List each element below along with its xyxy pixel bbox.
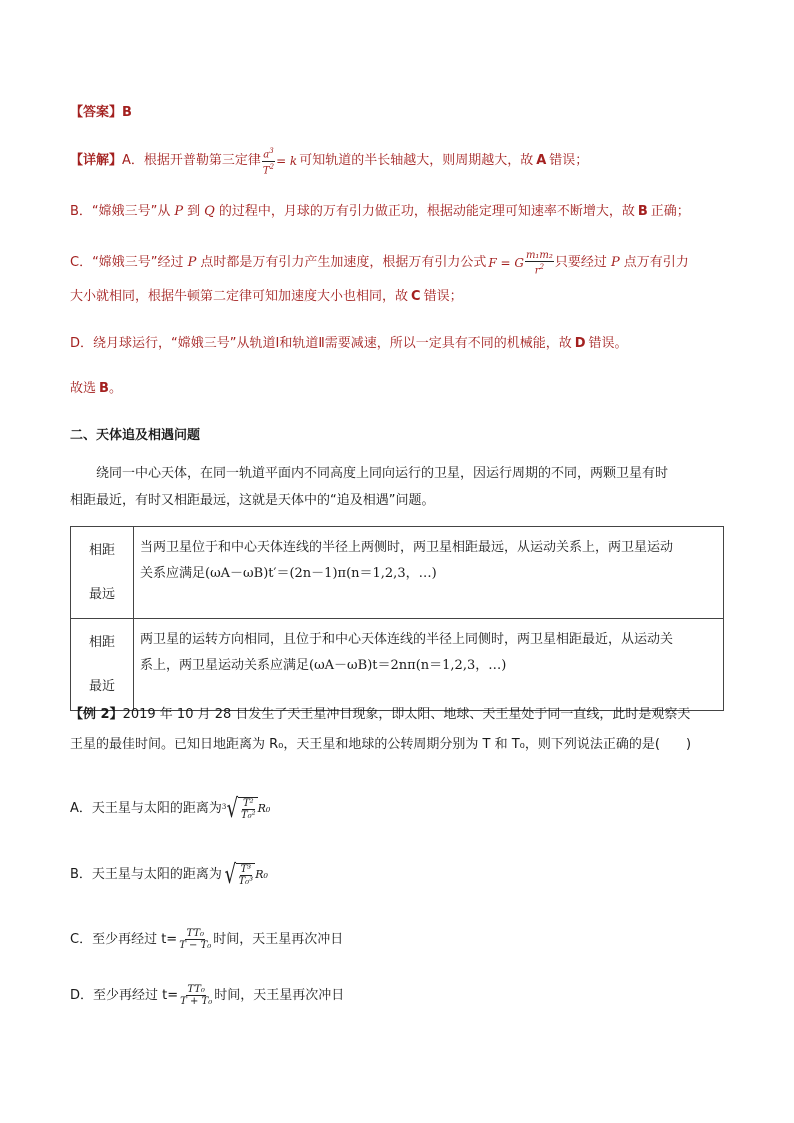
detail-c-line1 [70,248,689,278]
option-c-fraction [178,928,212,951]
option-c-num: TT₀ [186,928,205,939]
detail-c-mid2: 只要经过 [554,255,607,270]
detail-d-letter: D [574,336,586,351]
example-line2: 王星的最佳时间。已知日地距离为 R₀，天王星和地球的公转周期分别为 T 和 T₀，则下列说法正确的是( ) [70,737,692,752]
option-b-sqrt [222,862,255,888]
detail-c-end: 错误； [423,289,463,304]
option-c-tail: 时间，天王星再次冲日 [213,931,344,947]
kepler-den-sup: 2 [269,162,275,171]
kepler-den: T [262,164,270,176]
detail-d-line [70,335,628,353]
row-label-nearest [71,619,134,711]
detail-a-line [70,146,588,176]
detail-a-suffix: 可知轨道的半长轴越大，则周期越大，故 [299,153,534,168]
section-title: 二、天体追及相遇问题 [70,428,201,443]
example-tag: 【例 2】 [70,707,123,722]
detail-a-letter: A [536,153,547,168]
detail-c-line2 [70,288,463,306]
option-d-den: T + T₀ [180,996,213,1007]
kepler-num: a [263,149,270,161]
option-a-prefix: A．天王星与太阳的距离为 [70,801,222,816]
option-a [70,796,270,822]
option-d-num: TT₀ [187,984,205,995]
option-b [70,862,268,888]
row-content-farthest [134,527,724,619]
option-a-fraction [240,798,257,821]
option-b-den: T₀³ [238,876,254,887]
detail-a-prefix: A．根据开普勒第三定律 [122,153,261,168]
answer-value: B [122,105,132,120]
option-d-prefix: D．至少再经过 t= [70,987,179,1003]
conclusion-line [70,380,122,398]
row-text-nearest-2: 系上，两卫星运动关系应满足(ωA－ωB)t＝2nπ(n＝1,2,3，…) [140,658,507,673]
row-label-farthest [71,527,134,619]
option-b-fraction [238,864,255,887]
kepler-rest: = k [276,154,298,168]
option-a-tail: R₀ [257,802,271,815]
detail-b-line [70,203,690,221]
option-a-root-index: 3 [221,803,227,811]
chase-meet-table [70,526,724,711]
detail-b-prefix: B．“嫦娥三号”从 [70,204,171,219]
option-a-cuberoot [222,796,258,822]
radical-icon: √ [224,860,237,890]
detail-tag: 【详解】 [70,153,123,168]
option-d-tail: 时间，天王星再次冲日 [214,987,345,1003]
option-d-fraction [179,984,213,1007]
detail-c-p: P [187,255,197,270]
row-label-nearest-1: 相距 [88,635,115,650]
gravity-formula [525,250,554,276]
answer-tag: 【答案】 [70,105,123,120]
detail-b-p: P [174,204,184,219]
detail-c-mid: 点时都是万有引力产生加速度，根据万有引力公式 [200,255,487,270]
option-d [70,984,344,1007]
detail-b-mid2: 的过程中，月球的万有引力做正功，根据动能定理可知速率不断增大，故 [218,204,635,219]
section-intro-line1: 绕同一中心天体，在同一轨道平面内不同高度上同向运行的卫星，因运行周期的不同，两颗卫星有时 [96,466,669,481]
option-c [70,928,343,951]
conclusion-end: 。 [108,381,122,396]
detail-d-text: D．绕月球运行，“嫦娥三号”从轨道Ⅰ和轨道Ⅱ需要减速，所以一定具有不同的机械能，故 [70,336,572,351]
row-text-farthest-1: 当两卫星位于和中心天体连线的半径上两侧时，两卫星相距最远，从运动关系上，两卫星运动 [140,540,674,555]
option-a-den: T₀² [240,810,256,821]
kepler-num-sup: 3 [269,147,274,156]
option-c-den: T − T₀ [179,940,212,951]
gravity-den-sup: 2 [539,262,545,271]
detail-c-letter: C [411,289,421,304]
detail-b-q: Q [204,204,215,219]
row-label-farthest-2: 最远 [88,587,115,602]
option-b-tail: R₀ [255,868,268,881]
detail-c-line2-text: 大小就相同，根据牛顿第二定律可知加速度大小也相同，故 [70,289,409,304]
kepler-formula [262,146,275,176]
example-text-line1: 2019 年 10 月 28 日发生了天王星冲日现象，即太阳、地球、天王星处于同一直线，此时是观察天 [122,707,691,722]
detail-c-prefix: C．“嫦娥三号”经过 [70,255,184,270]
row-text-nearest-1: 两卫星的运转方向相同，且位于和中心天体连线的半径上同侧时，两卫星相距最近，从运动关 [140,632,674,647]
row-content-nearest [134,619,724,711]
detail-b-mid1: 到 [187,204,201,219]
option-b-num: T³ [240,864,252,875]
gravity-den: r [534,265,540,277]
detail-c-p2: P [610,255,620,270]
answer-line [70,104,132,122]
example-line1 [70,706,690,724]
radical-icon: √ [226,794,239,824]
conclusion-text: 故选 [70,381,97,396]
option-a-num: T² [242,798,254,809]
option-c-prefix: C．至少再经过 t= [70,931,178,947]
table-row-nearest [71,619,724,711]
conclusion-letter: B [99,381,109,396]
row-text-farthest-2: 关系应满足(ωA－ωB)t′＝(2n－1)π(n＝1,2,3，…) [140,566,437,581]
gravity-num: m₁m₂ [525,249,553,261]
row-label-nearest-2: 最近 [88,679,115,694]
detail-d-end: 错误。 [588,336,628,351]
option-b-prefix: B．天王星与太阳的距离为 [70,867,222,882]
row-label-farthest-1: 相距 [88,543,115,558]
detail-c-mid3: 点万有引力 [623,255,689,270]
gravity-lhs: F = G [488,256,524,270]
section-intro-line2: 相距最近，有时又相距最远，这就是天体中的“追及相遇”问题。 [70,493,435,508]
detail-b-end: 正确； [650,204,690,219]
table-row-farthest [71,527,724,619]
detail-a-end: 错误； [549,153,589,168]
detail-b-letter: B [637,204,648,219]
